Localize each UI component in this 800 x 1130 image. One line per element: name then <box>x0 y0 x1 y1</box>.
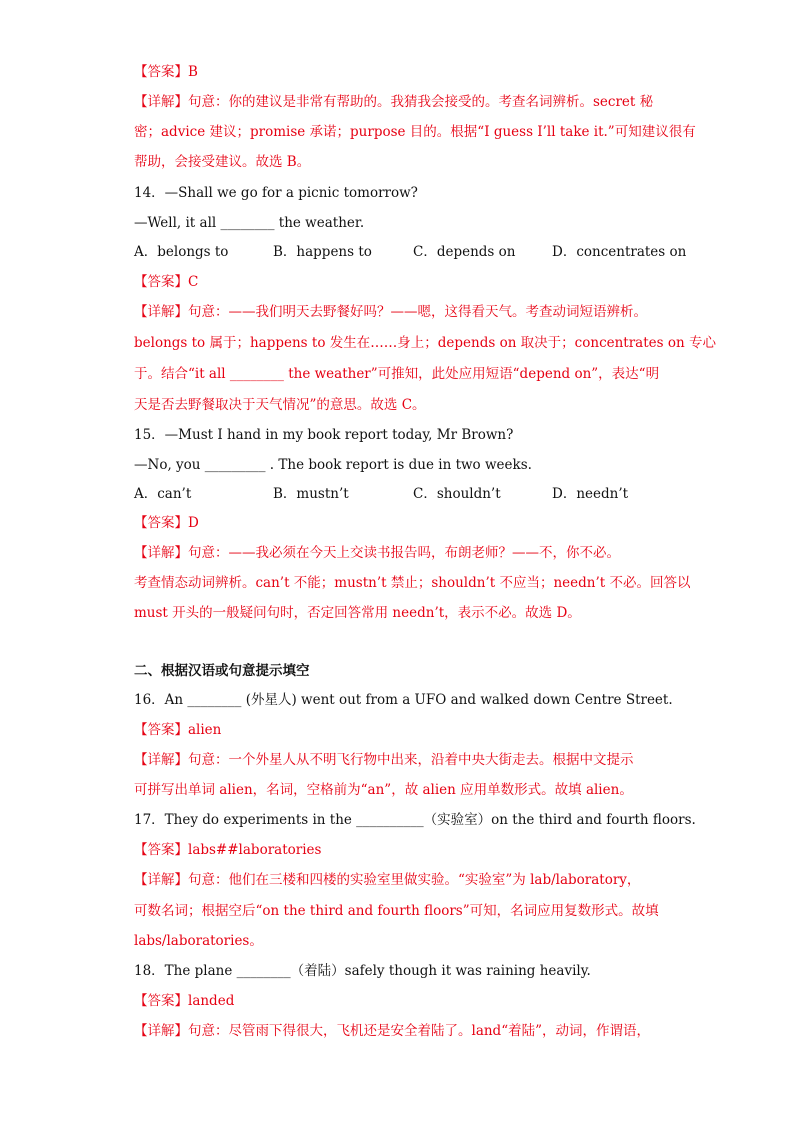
detail-line: 【详解】句意：一个外星人从不明飞行物中出来，沿着中央大街走去。根据中文提示 <box>134 752 634 768</box>
answer-line: 【答案】B <box>134 64 198 80</box>
detail-line: 【详解】句意：——我必须在今天上交读书报告吗，布朗老师？——不，你不必。 <box>134 545 620 561</box>
options-row <box>134 242 694 262</box>
option-c: C．shouldn’t <box>413 486 501 502</box>
option-a: A．can’t <box>134 486 192 502</box>
detail-line: 帮助，会接受建议。故选 B。 <box>134 154 311 170</box>
answer-line: 【答案】labs##laboratories <box>134 842 322 858</box>
answer-line: 【答案】D <box>134 515 199 531</box>
detail-line: 于。结合“it all ________ the weather”可推知，此处应用短语“depend on”，表达“明 <box>134 366 660 382</box>
question-line: —Well, it all ________ the weather. <box>134 215 365 231</box>
option-c: C．depends on <box>413 244 516 260</box>
section-heading: 二、根据汉语或句意提示填空 <box>134 663 310 679</box>
option-d: D．concentrates on <box>552 244 687 260</box>
detail-line: 天是否去野餐取决于天气情况”的意思。故选 C。 <box>134 397 426 413</box>
detail-line: 密；advice 建议；promise 承诺；purpose 目的。根据“I guess I’ll take it.”可知建议很有 <box>134 124 696 140</box>
detail-line: belongs to 属于；happens to 发生在……身上；depends on 取决于；concentrates on 专心 <box>134 335 716 351</box>
detail-line: 可数名词；根据空后“on the third and fourth floors”可知，名词应用复数形式。故填 <box>134 903 659 919</box>
detail-line: 【详解】句意：你的建议是非常有帮助的。我猜我会接受的。考查名词辨析。secret 秘 <box>134 94 654 110</box>
answer-line: 【答案】alien <box>134 722 222 738</box>
question-stem: 18．The plane ________（着陆）safely though it was raining heavily. <box>134 963 591 979</box>
detail-line: 【详解】句意：尽管雨下得很大，飞机还是安全着陆了。land“着陆”，动词，作谓语， <box>134 1023 651 1039</box>
detail-line: 【详解】句意：他们在三楼和四楼的实验室里做实验。“实验室”为 lab/laboratory， <box>134 872 641 888</box>
option-b: B．mustn’t <box>273 486 349 502</box>
question-stem: 14．—Shall we go for a picnic tomorrow? <box>134 185 418 201</box>
question-line: —No, you _________ . The book report is due in two weeks. <box>134 457 532 473</box>
question-stem: 17．They do experiments in the __________（实验室）on the third and fourth floors. <box>134 812 696 828</box>
option-d: D．needn’t <box>552 486 629 502</box>
detail-line: labs/laboratories。 <box>134 933 263 949</box>
option-b: B．happens to <box>273 244 372 260</box>
detail-line: 可拼写出单词 alien，名词，空格前为“an”，故 alien 应用单数形式。故填 alien。 <box>134 782 633 798</box>
detail-line: 【详解】句意：——我们明天去野餐好吗？——嗯，这得看天气。考查动词短语辨析。 <box>134 304 647 320</box>
answer-line: 【答案】landed <box>134 993 235 1009</box>
question-stem: 16．An ________ (外星人) went out from a UFO and walked down Centre Street. <box>134 692 673 708</box>
detail-line: must 开头的一般疑问句时，否定回答常用 needn’t，表示不必。故选 D。 <box>134 605 581 621</box>
option-a: A．belongs to <box>134 244 229 260</box>
question-stem: 15．—Must I hand in my book report today, Mr Brown? <box>134 427 514 443</box>
answer-line: 【答案】C <box>134 274 199 290</box>
detail-line: 考查情态动词辨析。can’t 不能；mustn’t 禁止；shouldn’t 不应当；needn’t 不必。回答以 <box>134 575 691 591</box>
options-row <box>134 484 694 504</box>
